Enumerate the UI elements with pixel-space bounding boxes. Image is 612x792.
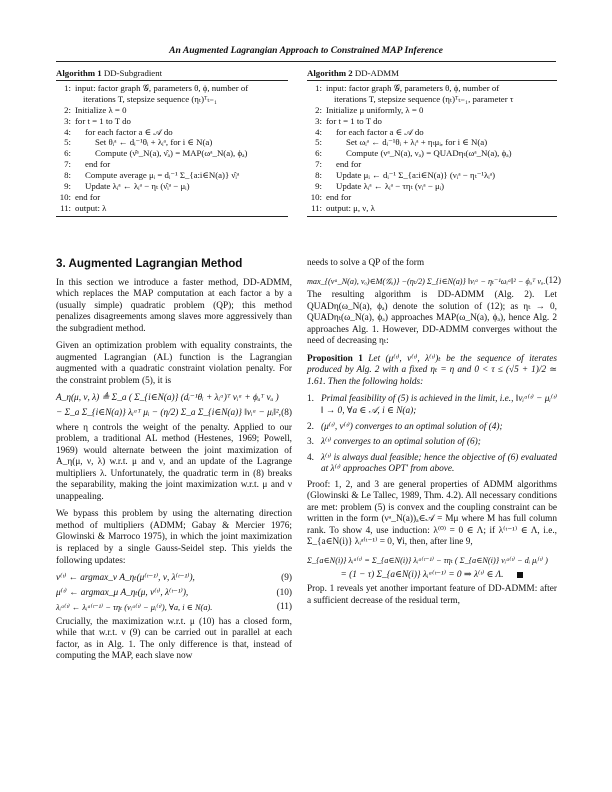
proposition-item-marker: 4. bbox=[307, 452, 314, 463]
algorithm-1-title bbox=[56, 68, 288, 81]
equation-8-line-2: − Σ_a Σ_{i∈N(a)} λᵢᵃᵀ μᵢ − (η/2) Σ_a Σ_{i∈N(a)} ‖νᵢᵃ − μᵢ‖², (8) bbox=[56, 408, 292, 419]
algorithm-line-text: output: μ, ν, λ bbox=[326, 202, 375, 213]
algorithm-line-text: Set ωᵢᵃ ← dᵢ⁻¹θᵢ + λᵢᵃ + ηₜμᵢ, for i ∈ N(a) bbox=[346, 137, 488, 148]
algorithm-line-number: 4: bbox=[315, 126, 322, 137]
algorithm-line-text: Compute (νᵃ_N(a), νₐ) = QUADηₜ(ωᵃ_N(a), ϕₐ) bbox=[346, 148, 512, 159]
proposition-text: Let (μ⁽ᵗ⁾, ν⁽ᵗ⁾, λ⁽ᵗ⁾)ₜ be the sequence of iterates produced by Alg. 2 with a fixed ηₜ = η and 0 < τ ≤ (√5 + 1)/2 ≃ 1.61. Then the following holds: bbox=[307, 353, 557, 387]
algorithm-line bbox=[56, 116, 288, 127]
qed-square-icon bbox=[517, 572, 523, 578]
algorithm-line-number: 6: bbox=[64, 148, 71, 159]
algorithm-line bbox=[56, 159, 288, 170]
paragraph-crucially: Crucially, the maximization w.r.t. μ (10) has a closed form, while that w.r.t. ν (9) can be carried out in parallel at each factor, as in Alg. 1. The only difference is that, instead of computing the MAP, each slave now bbox=[56, 616, 292, 662]
algorithm-line bbox=[56, 94, 288, 105]
algorithm-line-number: 8: bbox=[64, 170, 71, 181]
algorithm-line-text: iterations T, stepsize sequence (ηₜ)ᵀₜ₌₁ bbox=[83, 93, 218, 104]
algorithm-1-name: DD-Subgradient bbox=[103, 68, 163, 78]
proof-equation-line-1: Σ_{a∈N(i)} λᵢᵃ⁽ᵗ⁾ = Σ_{a∈N(i)} λᵢᵃ⁽ᵗ⁻¹⁾ − τηₜ ( Σ_{a∈N(i)} νᵢᵃ⁽ᵗ⁾ − dᵢ μᵢ⁽ᵗ⁾ ) bbox=[307, 556, 548, 566]
equation-11: λᵢᵃ⁽ᵗ⁾ ← λᵢᵃ⁽ᵗ⁻¹⁾ − τηₜ (νᵢᵃ⁽ᵗ⁾ − μᵢ⁽ᵗ⁾), ∀a, i ∈ N(a). (11) bbox=[56, 602, 292, 613]
algorithm-line-number: 11: bbox=[60, 202, 71, 213]
algorithm-line bbox=[307, 137, 557, 148]
paragraph-prop-remark: Prop. 1 reveals yet another important feature of DD-ADMM: after a sufficient decrease of the residual term, bbox=[307, 584, 557, 606]
algorithm-line-text: Set θᵢᵃ ← dᵢ⁻¹θᵢ + λᵢᵃ, for i ∈ N(a) bbox=[95, 137, 213, 148]
algorithm-line-number: 10: bbox=[310, 191, 322, 202]
algorithm-2-name: DD-ADMM bbox=[354, 68, 399, 78]
algorithm-line-text: end for bbox=[326, 191, 352, 202]
algorithm-line bbox=[307, 94, 557, 105]
equation-12: max_{(νᵃ_N(a), νₐ)∈M(𝒢ₐ)} −(ηₜ/2) Σ_{i∈N(a)} ‖νᵢᵃ − ηₜ⁻¹ωᵢᵃ‖² − ϕₐᵀ νₐ. (12) bbox=[307, 275, 561, 286]
proposition-item-text: Primal feasibility of (5) is achieved in the limit, i.e., ‖νᵢᵃ⁽ᵗ⁾ − μᵢ⁽ᵗ⁾‖ → 0, ∀a ∈ 𝒜, i ∈ N(a); bbox=[321, 394, 557, 417]
algorithm-line-text: input: factor graph 𝒢, parameters θ, ϕ, number of bbox=[75, 82, 249, 93]
algorithm-line-number: 8: bbox=[315, 170, 322, 181]
algorithm-line-text: for each factor a ∈ 𝒜 do bbox=[85, 126, 173, 137]
paragraph-qp: needs to solve a QP of the form bbox=[307, 258, 425, 268]
algorithm-line bbox=[307, 192, 557, 203]
algorithm-line-text: Initialize λ = 0 bbox=[75, 104, 127, 115]
algorithm-line-text: Update λᵢᵃ ← λᵢᵃ − ηₜ (ν̂ᵢᵃ − μᵢ) bbox=[85, 181, 190, 192]
algorithm-line-text: Initialize μ uniformly, λ = 0 bbox=[326, 104, 424, 115]
algorithm-line bbox=[307, 203, 557, 214]
proposition-item bbox=[307, 437, 557, 449]
algorithm-line bbox=[56, 127, 288, 138]
algorithm-line-text: for each factor a ∈ 𝒜 do bbox=[336, 126, 424, 137]
proposition-item bbox=[307, 394, 557, 417]
proposition-item-text: λ⁽ᵗ⁾ converges to an optimal solution of (6); bbox=[321, 437, 481, 448]
equation-9: ν⁽ᵗ⁾ ← argmax_ν A_ηₜ(μ⁽ᵗ⁻¹⁾, ν, λ⁽ᵗ⁻¹⁾), (9) bbox=[56, 573, 292, 584]
algorithm-line-number: 10: bbox=[59, 191, 71, 202]
algorithm-line-number: 5: bbox=[315, 137, 322, 148]
proposition-1 bbox=[307, 354, 557, 389]
algorithm-line-number: 9: bbox=[64, 181, 71, 192]
right-column bbox=[307, 258, 561, 613]
algorithm-line bbox=[307, 127, 557, 138]
algorithm-line-number: 1: bbox=[315, 82, 322, 93]
equation-8-line-1: A_η(μ, ν, λ) ≜ Σ_a ( Σ_{i∈N(a)} (dᵢ⁻¹θᵢ + λᵢᵃ)ᵀ νᵢᵃ + ϕₐᵀ νₐ ) bbox=[56, 393, 279, 404]
algorithm-line-number: 7: bbox=[315, 159, 322, 170]
algorithm-line-text: Update λᵢᵃ ← λᵢᵃ − τηₜ (νᵢᵃ − μᵢ) bbox=[336, 181, 445, 192]
algorithm-line-number: 3: bbox=[315, 115, 322, 126]
algorithm-2-bottom-rule bbox=[307, 216, 557, 217]
algorithm-line bbox=[307, 116, 557, 127]
algorithm-line-number bbox=[56, 94, 75, 105]
algorithm-line-text: Compute (ν̂ᵃ_N(a), ν̂ₐ) = MAP(ωᵃ_N(a), ϕₐ) bbox=[95, 148, 248, 159]
algorithm-line-number: 4: bbox=[64, 126, 71, 137]
algorithm-1-box bbox=[56, 68, 288, 217]
algorithm-line bbox=[307, 181, 557, 192]
algorithm-2-title bbox=[307, 68, 557, 81]
algorithm-line-text: for t = 1 to T do bbox=[326, 115, 382, 126]
algorithm-line-number bbox=[307, 94, 326, 105]
algorithm-line bbox=[307, 170, 557, 181]
algorithm-line-number: 2: bbox=[64, 104, 71, 115]
paragraph-intro: In this section we introduce a faster method, DD-ADMM, which replaces the MAP computation at each factor a by a (usually simple) quadratic problem (QP); this method penalizes disagreements among slaves more aggressively than the subgradient method. bbox=[56, 277, 292, 334]
algorithm-line-text: end for bbox=[336, 159, 362, 170]
paragraph-ddadmm: The resulting algorithm is DD-ADMM (Alg. 2). Let QUADη(ω_N(a), ϕₐ) denote the solution of (12); as ηₜ → 0, QUADηₜ(ω_N(a), ϕₐ) approaches MAP(ω_N(a), ϕₐ), hence Alg. 2 approaches Alg. 1. However, DD-ADMM converges without the need of decreasing ηₜ: bbox=[307, 290, 557, 347]
algorithm-line-number: 5: bbox=[64, 137, 71, 148]
proposition-item-marker: 1. bbox=[307, 394, 314, 405]
algorithm-line-number: 6: bbox=[315, 148, 322, 159]
paragraph-al-definition: Given an optimization problem with equality constraints, the augmented Lagrangian (AL) function is the Lagrangian augmented with a quadratic constraint violation penalty. For the constraint problem (5), it is bbox=[56, 341, 292, 386]
algorithm-line-number: 2: bbox=[315, 104, 322, 115]
algorithm-line bbox=[307, 159, 557, 170]
algorithm-line-text: output: λ bbox=[75, 202, 107, 213]
algorithm-line bbox=[56, 170, 288, 181]
equation-10: μ⁽ᵗ⁾ ← argmax_μ A_ηₜ(μ, ν⁽ᵗ⁾, λ⁽ᵗ⁻¹⁾), (10) bbox=[56, 587, 292, 598]
algorithm-line bbox=[56, 148, 288, 159]
algorithm-line-text: for t = 1 to T do bbox=[75, 115, 131, 126]
proposition-item-marker: 3. bbox=[307, 437, 314, 448]
algorithm-line-text: iterations T, stepsize sequence (ηₜ)ᵀₜ₌₁, parameter τ bbox=[334, 93, 514, 104]
algorithm-line-text: end for bbox=[85, 159, 111, 170]
algorithm-2-label: Algorithm 2 bbox=[307, 68, 353, 78]
algorithm-line-number: 1: bbox=[64, 82, 71, 93]
algorithm-line-text: Update μᵢ ← dᵢ⁻¹ Σ_{a:i∈N(a)} (νᵢᵃ − ηₜ⁻¹λᵢᵃ) bbox=[336, 170, 496, 181]
algorithm-1-lines bbox=[56, 83, 288, 214]
algorithm-2-lines bbox=[307, 83, 557, 214]
algorithm-line-number: 11: bbox=[311, 202, 322, 213]
algorithm-line bbox=[56, 192, 288, 203]
proposition-label: Proposition 1 bbox=[307, 353, 363, 364]
section-title: 3. Augmented Lagrangian Method bbox=[56, 257, 243, 270]
proof-paragraph: Proof: 1, 2, and 3 are general properties of ADMM algorithms (Glowinski & Le Tallec, 1989, Thm. 4.2). All necessary conditions are met: problem (5) is convex and the coupling constraint can be written in the form (νᵃ_N(a))ₐ∈𝒜 = Mμ where M has full column rank. To show 4, use induction: λ⁽⁰⁾ = 0 ∈ Λ; if λ⁽ᵗ⁻¹⁾ ∈ Λ, i.e., Σ_{a∈N(i)} λᵢᵃ⁽ᵗ⁻¹⁾ = 0, ∀i, then, after line 9, bbox=[307, 479, 557, 548]
proposition-item-text: (μ⁽ᵗ⁾, ν⁽ᵗ⁾) converges to an optimal solution of (4); bbox=[321, 421, 503, 432]
proposition-item-text: λ⁽ᵗ⁾ is always dual feasible; hence the objective of (6) evaluated at λ⁽ᵗ⁾ approaches OPT′ from above. bbox=[321, 452, 557, 475]
algorithm-line-number: 7: bbox=[64, 159, 71, 170]
proposition-item bbox=[307, 422, 557, 434]
algorithm-line bbox=[307, 148, 557, 159]
algorithm-line-number: 3: bbox=[64, 115, 71, 126]
algorithm-1-label: Algorithm 1 bbox=[56, 68, 102, 78]
algorithm-line bbox=[307, 105, 557, 116]
algorithm-line bbox=[56, 181, 288, 192]
algorithm-1-bottom-rule bbox=[56, 216, 288, 217]
algorithm-line-text: end for bbox=[75, 191, 101, 202]
paragraph-penalty: where η controls the weight of the penalty. Applied to our problem, a traditional AL method (Hestenes, 1969; Powell, 1969) would alternate between the joint maximization of A_η(μ, ν, λ) w.r.t. μ and ν, and an update of the Lagrange multipliers λ. Unfortunately, the quadratic term in (8) breaks the separability, making the joint maximization w.r.t. μ and ν unappealing. bbox=[56, 422, 292, 502]
running-header: An Augmented Lagrangian Approach to Constrained MAP Inference bbox=[169, 45, 443, 56]
algorithm-line bbox=[56, 105, 288, 116]
left-column bbox=[56, 258, 292, 669]
paragraph-admm: We bypass this problem by using the alternating direction method of multipliers (ADMM; Gabay & Mercier 1976; Glowinski & Marroco 1975), in which the joint maximization is replaced by a single Gauss-Seidel step. This yields the following updates: bbox=[56, 509, 292, 566]
algorithm-line bbox=[56, 137, 288, 148]
proposition-items bbox=[307, 394, 557, 475]
proof-equation-line-2: = (1 − τ) Σ_{a∈N(i)} λᵢᵃ⁽ᵗ⁻¹⁾ = 0 ⇒ λ⁽ᵗ⁾ ∈ Λ. bbox=[307, 570, 557, 582]
algorithm-2-box bbox=[307, 68, 557, 217]
algorithm-line bbox=[56, 83, 288, 94]
algorithm-line bbox=[307, 83, 557, 94]
algorithm-line-number: 9: bbox=[315, 181, 322, 192]
header-rule bbox=[56, 61, 556, 62]
proposition-item bbox=[307, 453, 557, 476]
algorithm-line bbox=[56, 203, 288, 214]
algorithm-line-text: input: factor graph 𝒢, parameters θ, ϕ, number of bbox=[326, 82, 500, 93]
proposition-item-marker: 2. bbox=[307, 421, 314, 432]
algorithm-line-text: Compute average μᵢ = dᵢ⁻¹ Σ_{a:i∈N(a)} ν̂ᵢᵃ bbox=[85, 170, 240, 181]
